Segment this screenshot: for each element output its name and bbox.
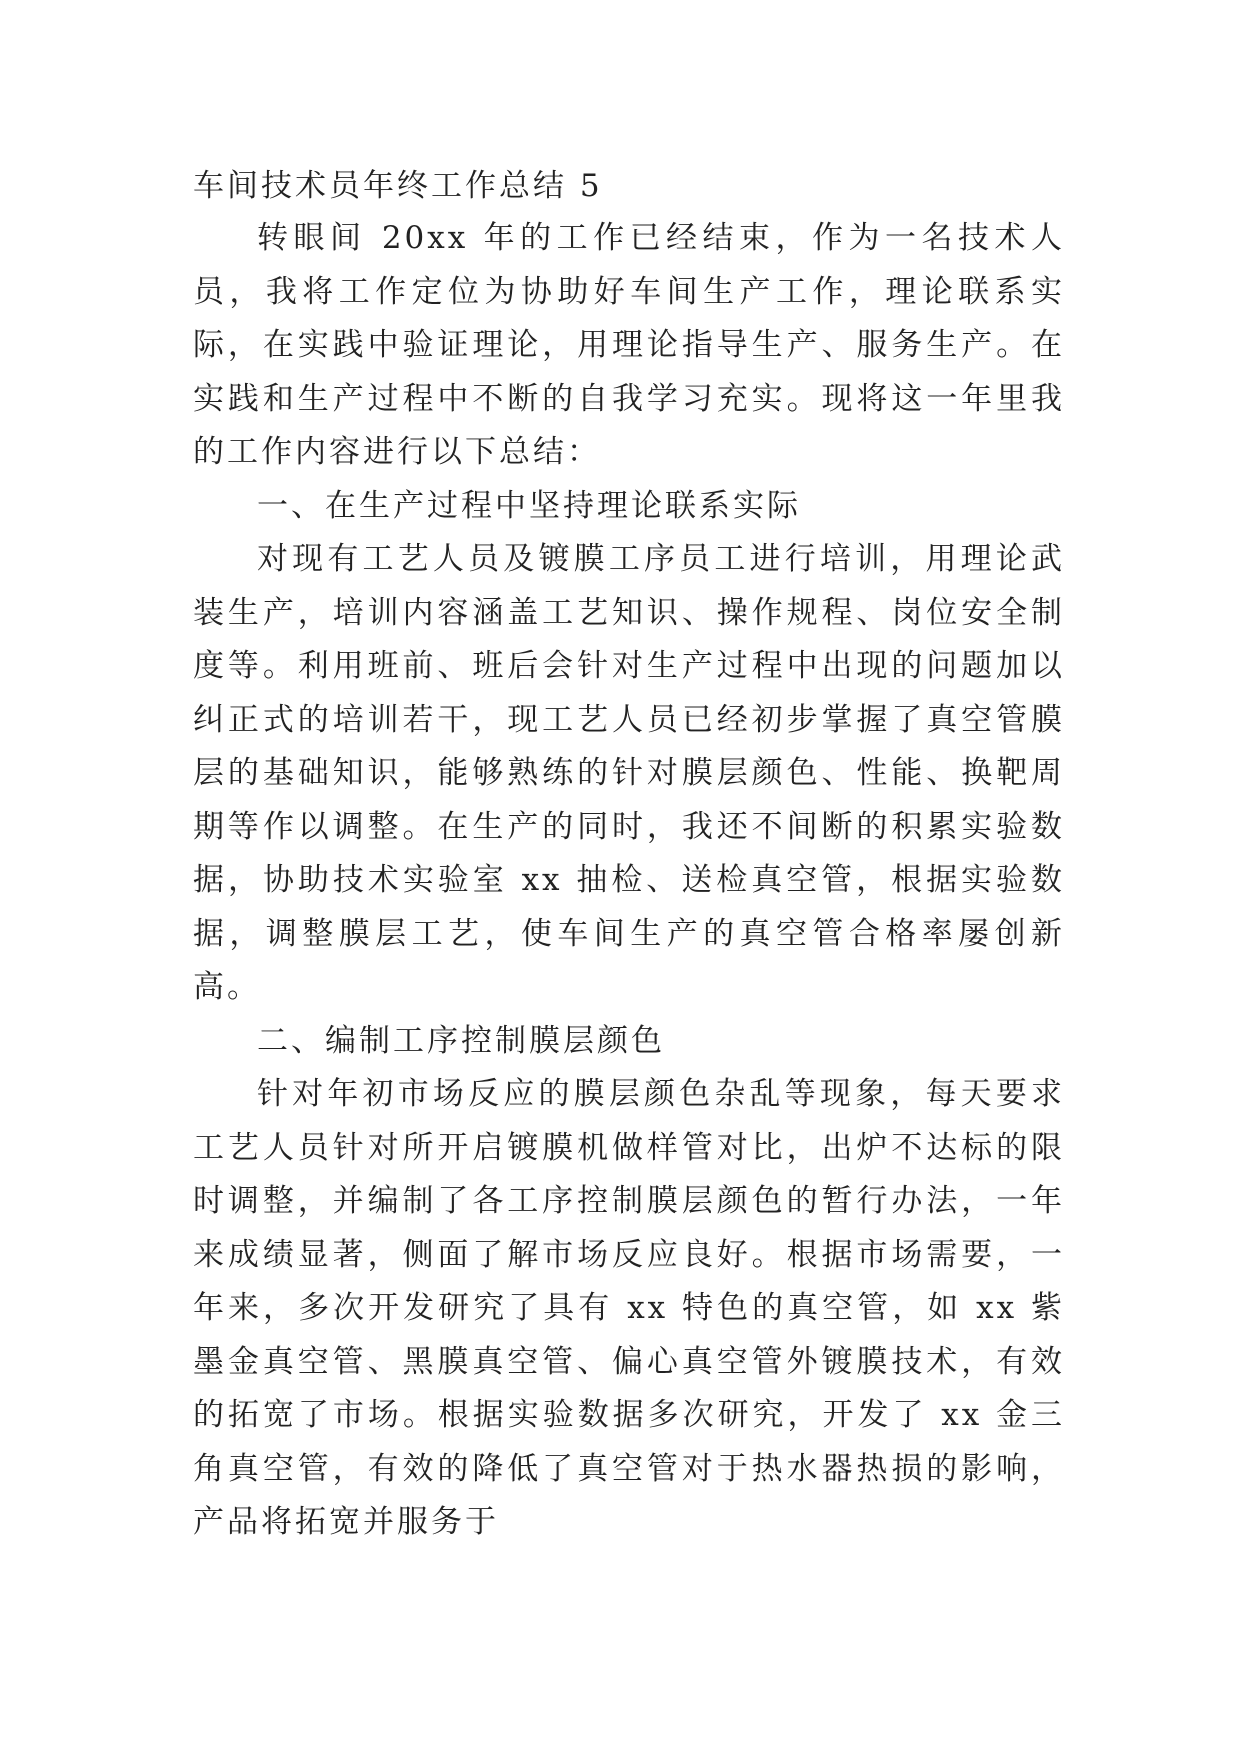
- section-heading-1: 一、在生产过程中坚持理论联系实际: [257, 487, 801, 524]
- paragraph-section-2: 针对年初市场反应的膜层颜色杂乱等现象，每天要求工艺人员针对所开启镀膜机做样管对比，出炉不达标的限时调整，并编制了各工序控制膜层颜色的暂行办法，一年来成绩显著，侧面了解市场反应良好。根据市场需要，一年来，多次开发研究了具有 xx 特色的真空管，如 xx 紫墨金真空管、黑膜真空管、偏心真空管外镀膜技术，有效的拓宽了市场。根据实验数据多次研究，开发了 xx 金三角真空管，有效的降低了真空管对于热水器热损的影响，产品将拓宽并服务于: [193, 1076, 1065, 1540]
- document-title: 车间技术员年终工作总结 5: [193, 168, 603, 204]
- paragraph-section-1: 对现有工艺人员及镀膜工序员工进行培训，用理论武装生产，培训内容涵盖工艺知识、操作规程、岗位安全制度等。利用班前、班后会针对生产过程中出现的问题加以纠正式的培训若干，现工艺人员已经初步掌握了真空管膜层的基础知识，能够熟练的针对膜层颜色、性能、换靶周期等作以调整。在生产的同时，我还不间断的积累实验数据，协助技术实验室 xx 抽检、送检真空管，根据实验数据，调整膜层工艺，使车间生产的真空管合格率屡创新高。: [193, 541, 1065, 1005]
- document-page: [193, 160, 1065, 1550]
- paragraph-intro: 转眼间 20xx 年的工作已经结束，作为一名技术人员，我将工作定位为协助好车间生产工作，理论联系实际，在实践中验证理论，用理论指导生产、服务生产。在实践和生产过程中不断的自我学习充实。现将这一年里我的工作内容进行以下总结：: [193, 220, 1065, 470]
- section-heading-2: 二、编制工序控制膜层颜色: [257, 1022, 665, 1059]
